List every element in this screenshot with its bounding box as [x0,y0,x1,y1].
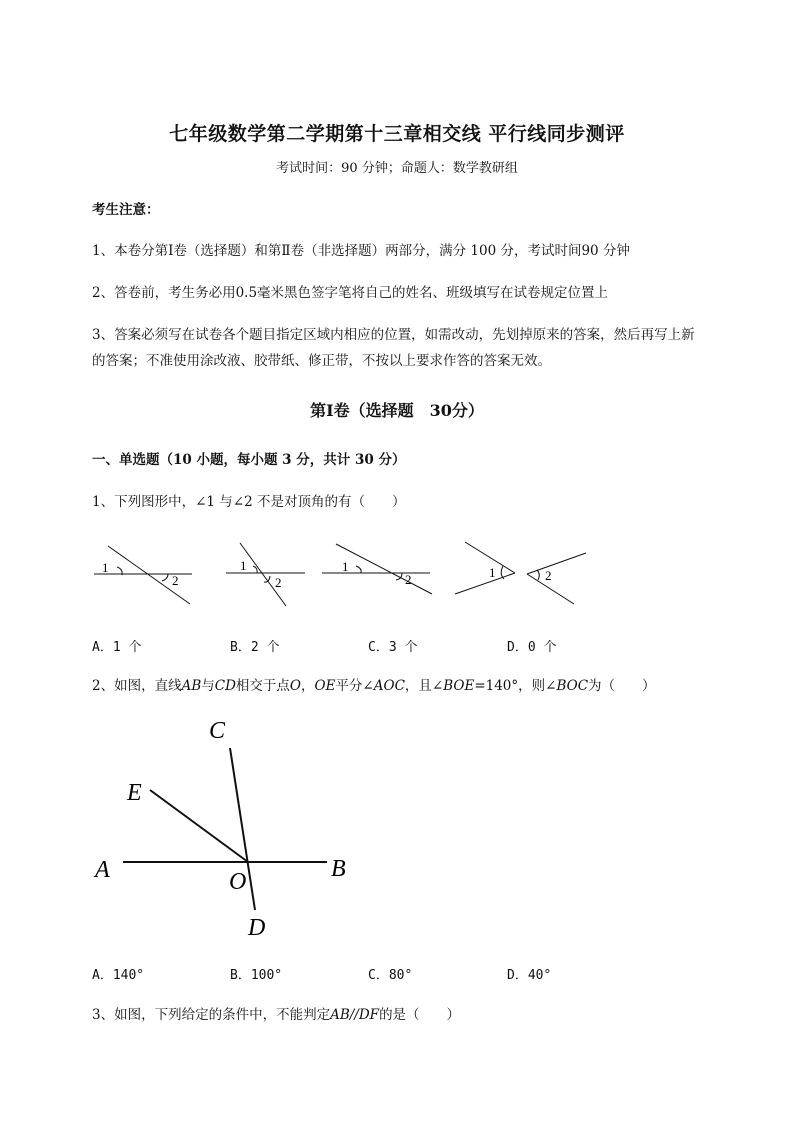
question-2-figure [0,710,794,950]
point-o-label: O [229,869,247,895]
q1-d-label-1: 1 [489,565,496,580]
notice-item-3-line-2: 的答案；不准使用涂改液、胶带纸、修正带，不按以上要求作答的答案无效。 [92,353,551,369]
q1-option-d[interactable]: D．0 个 [507,640,557,655]
question-1-stem: 1、下列图形中，∠1 与∠2 不是对顶角的有（ ） [92,494,406,510]
notice-item-2: 2、答卷前，考生务必用0.5毫米黑色签字笔将自己的姓名、班级填写在试卷规定位置上 [92,285,609,301]
q1-b-label-1: 1 [240,558,247,573]
notice-item-1: 1、本卷分第Ⅰ卷（选择题）和第Ⅱ卷（非选择题）两部分，满分 100 分，考试时间90 分钟 [92,243,630,259]
point-d-label: D [248,915,266,941]
ray-oe [150,790,248,862]
q1-figure-b [226,543,305,606]
q1-option-a[interactable]: A．1 个 [92,640,142,655]
notice-item-3-line-1: 3、答案必须写在试卷各个题目指定区域内相应的位置，如需改动，先划掉原来的答案，然后再写上新 [92,327,695,343]
q1-option-b[interactable]: B．2 个 [230,640,280,655]
question-2-stem: 2、如图，直线AB与CD相交于点O，OE平分∠AOC，且∠BOE=140°，则∠BOC为（ ） [92,678,656,694]
q2-option-a[interactable]: A．140° [92,968,145,983]
page-title: 七年级数学第二学期第十三章相交线 平行线同步测评 [169,123,625,145]
point-e-label: E [127,780,142,806]
question-3-stem: 3、如图，下列给定的条件中，不能判定AB//DF的是（ ） [92,1007,461,1023]
q2-option-b[interactable]: B．100° [230,968,283,983]
q1-c-label-2: 2 [405,572,412,587]
q1-a-label-1: 1 [102,560,109,575]
notice-heading: 考生注意： [92,202,160,218]
q1-figure-d [455,542,586,604]
q1-a-label-2: 2 [172,573,179,588]
point-c-label: C [209,718,226,744]
point-a-label: A [95,857,110,883]
q2-option-d[interactable]: D．40° [507,968,552,983]
q1-b-label-2: 2 [275,575,282,590]
section-title: 第Ⅰ卷（选择题 30分） [310,401,484,420]
q1-c-label-1: 1 [342,559,349,574]
question-1-figures [0,530,794,610]
q1-option-c[interactable]: C．3 个 [368,640,418,655]
q1-figure-c [322,544,432,594]
page-subtitle: 考试时间：90 分钟；命题人：数学教研组 [276,161,518,176]
q1-d-label-2: 2 [545,568,552,583]
point-b-label: B [331,856,346,882]
part-heading: 一、单选题（10 小题，每小题 3 分，共计 30 分） [92,452,406,468]
q2-option-c[interactable]: C．80° [368,968,413,983]
